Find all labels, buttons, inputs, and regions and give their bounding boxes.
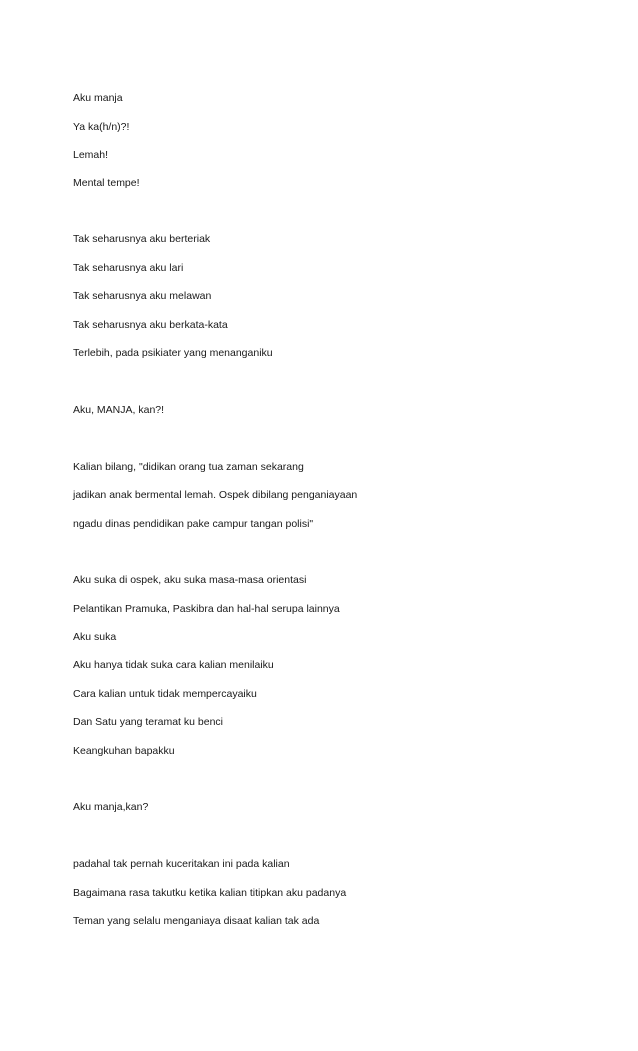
text-line: Tak seharusnya aku berteriak [73, 233, 211, 245]
text-line: Dan Satu yang teramat ku benci [73, 716, 224, 728]
text-line: Terlebih, pada psikiater yang menanganiku [73, 347, 273, 359]
text-line: Tak seharusnya aku berkata-kata [73, 319, 228, 331]
text-line: Aku manja [73, 92, 123, 104]
text-line: Aku suka [73, 631, 117, 643]
text-line: Keangkuhan bapakku [73, 745, 175, 757]
text-line: Teman yang selalu menganiaya disaat kalian tak ada [73, 915, 320, 927]
text-line: Pelantikan Pramuka, Paskibra dan hal-hal serupa lainnya [73, 603, 340, 615]
text-line: Tak seharusnya aku lari [73, 262, 184, 274]
text-line: Aku hanya tidak suka cara kalian menilaiku [73, 659, 274, 671]
text-line: Aku, MANJA, kan?! [73, 404, 165, 416]
text-line: jadikan anak bermental lemah. Ospek dibilang penganiayaan [73, 489, 358, 501]
text-line: Ya ka(h/n)?! [73, 121, 130, 133]
text-line: Lemah! [73, 149, 109, 161]
text-line: Mental tempe! [73, 177, 140, 189]
text-line: Aku suka di ospek, aku suka masa-masa orientasi [73, 574, 307, 586]
text-line: Aku manja,kan? [73, 801, 149, 813]
text-line: Tak seharusnya aku melawan [73, 290, 212, 302]
text-line: padahal tak pernah kuceritakan ini pada kalian [73, 858, 290, 870]
text-line: Cara kalian untuk tidak mempercayaiku [73, 688, 257, 700]
text-line: Kalian bilang, "didikan orang tua zaman sekarang [73, 461, 304, 473]
text-line: ngadu dinas pendidikan pake campur tangan polisi" [73, 518, 314, 530]
text-line: Bagaimana rasa takutku ketika kalian titipkan aku padanya [73, 887, 347, 899]
